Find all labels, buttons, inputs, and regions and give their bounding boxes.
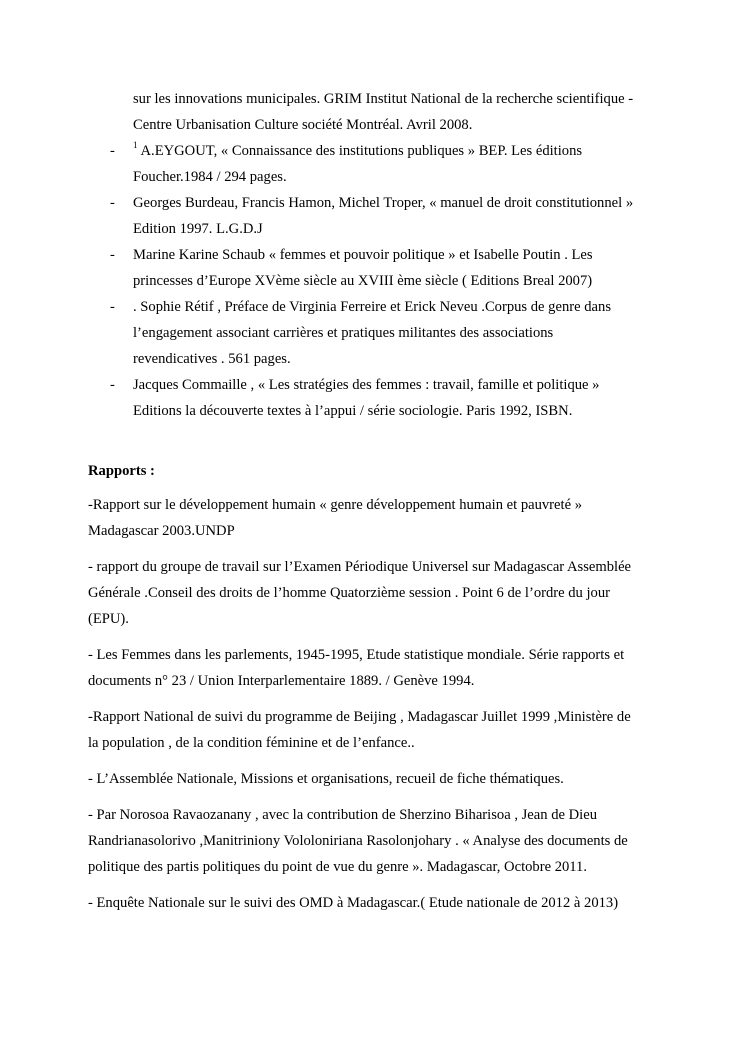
report-paragraph [88,704,658,756]
text-line: Edition 1997. L.G.D.J [133,221,263,237]
text-line: - rapport du groupe de travail sur l’Examen Périodique Universel sur Madagascar Assemblée [88,559,632,575]
text-line: Marine Karine Schaub « femmes et pouvoir politique » et Isabelle Poutin . Les [133,247,593,263]
list-dash: - [110,299,115,315]
bibliography-item [0,138,745,190]
list-dash: - [110,143,115,159]
list-dash: - [110,195,115,211]
text-line: la population , de la condition féminine et de l’enfance.. [88,735,415,751]
bibliography-item [0,242,745,294]
text-line: politique des partis politiques du point de vue du genre ». Madagascar, Octobre 2011. [88,859,587,875]
report-paragraph [88,802,658,880]
text-line: Jacques Commaille , « Les stratégies des femmes : travail, famille et politique » [133,377,600,393]
text-line: revendicatives . 561 pages. [133,351,291,367]
bibliography-continuation [0,86,745,138]
text-line: Foucher.1984 / 294 pages. [133,169,287,185]
reports-list [88,492,658,926]
report-paragraph [88,492,658,544]
text-line: Madagascar 2003.UNDP [88,523,235,539]
text-span: A.EYGOUT, « Connaissance des institutions publiques » BEP. Les éditions [140,143,583,159]
text-line: - Par Norosoa Ravaozanany , avec la contribution de Sherzino Biharisoa , Jean de Dieu [88,807,597,823]
list-dash: - [110,377,115,393]
text-line: - L’Assemblée Nationale, Missions et organisations, recueil de fiche thématiques. [88,771,564,787]
text-line: princesses d’Europe XVème siècle au XVIII ème siècle ( Editions Breal 2007) [133,273,593,289]
report-paragraph [88,554,658,632]
footnote-marker: 1 [133,140,138,150]
report-paragraph [88,890,658,916]
bibliography-item [0,372,745,424]
text-line: Générale .Conseil des droits de l’homme Quatorzième session . Point 6 de l’ordre du jour [88,585,611,601]
text-line: Editions la découverte textes à l’appui / série sociologie. Paris 1992, ISBN. [133,403,573,419]
text-line: l’engagement associant carrières et pratiques militantes des associations [133,325,554,341]
text-line: (EPU). [88,611,129,627]
text-line: documents n° 23 / Union Interparlementaire 1889. / Genève 1994. [88,673,475,689]
report-paragraph [88,766,658,792]
text-line: sur les innovations municipales. GRIM Institut National de la recherche scientifique - [133,91,634,107]
text-line: Georges Burdeau, Francis Hamon, Michel Troper, « manuel de droit constitutionnel » [133,195,634,211]
bibliography-list [0,86,745,424]
report-paragraph [88,642,658,694]
text-line: Randrianasolorivo ,Manitriniony Vololoniriana Rasolonjohary . « Analyse des documents de [88,833,628,849]
text-line: - Enquête Nationale sur le suivi des OMD à Madagascar.( Etude nationale de 2012 à 2013) [88,895,619,911]
text-line: - Les Femmes dans les parlements, 1945-1995, Etude statistique mondiale. Série rapports et [88,647,625,663]
text-line: . Sophie Rétif , Préface de Virginia Ferreire et Erick Neveu .Corpus de genre dans [133,299,611,315]
bibliography-item [0,190,745,242]
text-line: -Rapport National de suivi du programme de Beijing , Madagascar Juillet 1999 ,Ministère de [88,709,631,725]
text-line [133,138,657,164]
text-line: -Rapport sur le développement humain « genre développement humain et pauvreté » [88,497,582,513]
section-heading: Rapports : [88,463,155,479]
bibliography-item [0,294,745,372]
text-line: Centre Urbanisation Culture société Montréal. Avril 2008. [133,117,473,133]
list-dash: - [110,247,115,263]
